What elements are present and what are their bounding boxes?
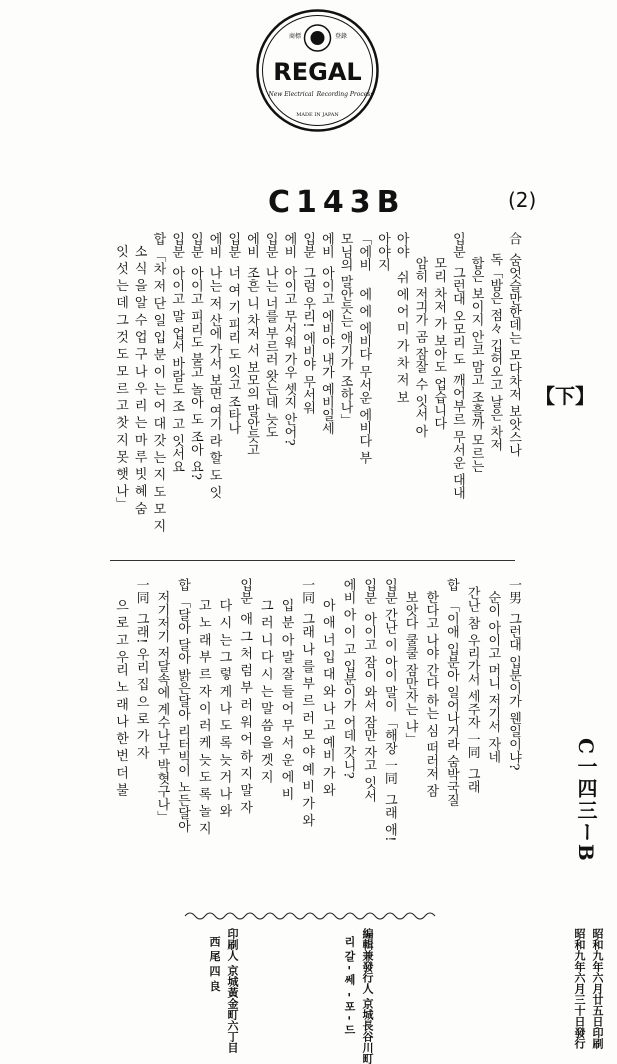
lyric-line: 합 「차 저 단 일 입 분 이 는 어 대 갓 는 지 도 모 지 [150,232,166,533]
lyric-line: 순이 아이고 머니 저기서 자네 [485,578,501,763]
lyric-line: 간난 참 우리가서 세주자 一同 그래 [464,578,480,794]
lyric-line: 입분 애 그 처 럼 부 러 워 어 하 지 말 자 [237,578,253,814]
page-number: (2) [508,188,537,212]
decorative-wave-rule [185,910,435,922]
lyric-line: 아야 쉬 에 어 미 가 차 저 보 [393,232,409,404]
lyric-line: 으 로 고 우리 노 래 나 한 번 더 불 [113,578,128,796]
lyric-line: 에비 아이고 에비야 내가 예비일세 [318,232,334,435]
lyric-line: 한다고 나야 간다 하는 심 떠러저 잠 [423,578,439,798]
lyric-line: 그 러 니 다 시 는 말 씀 을 겟 지 [257,578,273,783]
colophon-line: 昭和九年六月廿五日印刷 [591,928,604,1049]
lyric-line: 저기저기 저달속에 계수나무 박혓구나」 [154,578,170,824]
lyric-line: 아야지 [375,232,390,271]
lyric-line: 에비 조흔 니 차저 서 보모의 말안듯고 [244,232,259,456]
colophon-line: 印刷人 京城黃金町六丁目 [226,928,239,1053]
lyric-line: 합은 보이지 안코 맘고 조흘까 모르는 [468,232,484,473]
colophon-line: 昭和九年六月三十日發行 [573,928,586,1049]
lyric-line: 합 「이애 입분아 일어나거라 숨박국질 [443,578,459,807]
record-label-emblem [255,8,380,133]
lyric-line: 에비 아 이 고 입분이가 어데 갓니? [340,578,356,779]
regal-record-label [255,8,380,133]
lyric-line: 암히 저긔가 곰 잠잘 수 잇서 아 [412,232,428,438]
label-sub-left: New Electrical [268,91,314,98]
lyric-line: 입분 아이고 잠이 와서 잠만 자고 잇서 [361,578,377,802]
section-divider [110,560,515,561]
lyric-line: 입분 나는 너를 부르러 왓는데 늣도 [262,232,278,439]
lyric-line: 입분 그런대 오모리 도 깨어부르 무서운 대내 [449,232,465,500]
lyric-line: 입분 아이고 피리도 불고 놀아 도 조아 요? [187,232,203,481]
lyric-line: 아 애 너 입 대 와 나 고 예비 가 와 [319,578,335,796]
lyric-line: 모리 차저 가 보아도 업습니다 [431,232,447,430]
label-sub-right: Recording Process [316,91,374,98]
lyric-line: 소 식 을 알 수 업 구 나 우 리 는 마 루 빗 혜 숨 [131,232,147,515]
lyric-line: 잇 섯 는 데 그 것 도 모 르 고 찻 지 못 햇 나」 [113,232,128,511]
lyric-line: 입분 아이고 말 업서 바람도 조 고 잇서요 [169,232,185,474]
colophon-line: 리 갈 - 쎄 - 포 - 드 [343,928,356,1035]
lyric-line: 一同 그래 나 를 부 르 러 모 야 예 비 가 와 [299,578,315,827]
lyric-line: 고 노 래 부 르 자 이 러 케 늣 도 록 놀 지 [195,578,211,835]
lyric-line: 「에비 에 에 에비다 무서운 에비다 부 [356,232,372,465]
lyric-line: 다 시 는 그 렇 게 나 도 록 늣 거 나 와 [216,578,232,818]
lyric-line: 모님의 말안듯는 애기가 조하나」 [337,232,353,427]
lyric-line: 에비 아이고 무서워 가우 셋지 안어? [281,232,297,446]
label-mark-left: 商標 [288,33,302,40]
lyric-line: 입 분 아 말 잘 들 어 무 서 운 에 비 [278,578,294,801]
catalog-number: C143B [268,185,406,220]
colophon-line: 西 尾 四 良 [208,928,221,992]
label-brand: REGAL [273,58,362,86]
lyric-line: 독「밤은 점々 깁허오고 날은 차저 [487,232,503,452]
part-marker: 【下】 [535,384,595,408]
side-catalog-code: C一四三ーB [574,738,598,863]
lyric-line: 合 숨엇슬만한데는 모다차저 보앗스나 [506,232,521,457]
lyric-line: 一男 그런대 입분이가 웬일이냐? [506,578,521,771]
lyric-line: 합 「달아 달아 밝은달아 리터빅이 노든달아 [175,578,191,833]
label-mark-right: 登錄 [334,33,348,40]
lyric-line: 一同 그래! 우리 집 으 로 가 자 [133,578,149,760]
lyric-line: 입분 그럼 우리! 에비야 무서워 [300,232,316,414]
lyric-line: 입분 간난 이 아이 말이 「해장 一同 그래 애! [381,578,397,842]
lyric-line: 보앗다 쿨쿨 잠만자는 냐」 [402,578,418,746]
colophon-line: 編輯兼發行人 京城長谷川町 [361,928,374,1064]
lyric-line: 에비 나는 저 산에 가서 보면 여기 라 할 도 잇 [206,232,222,499]
label-made-in: MADE IN JAPAN [296,112,339,118]
lyric-line: 입분 너 여 기 피리 도 잇고 조타나 [225,232,241,435]
